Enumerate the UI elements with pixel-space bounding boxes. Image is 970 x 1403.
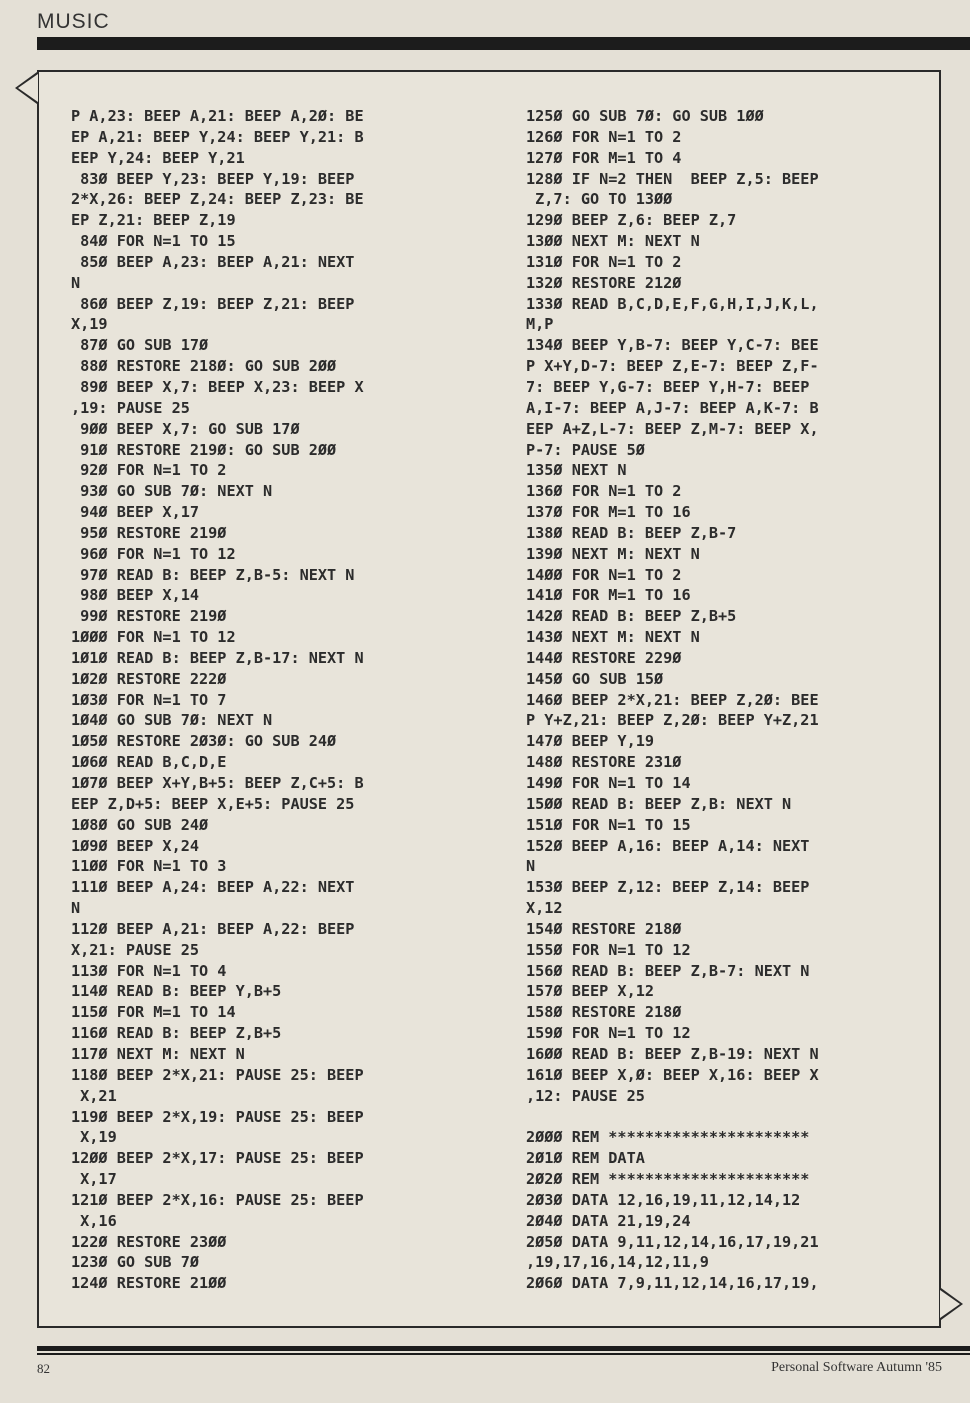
code-line: 91Ø RESTORE 219Ø: GO SUB 2ØØ — [71, 440, 337, 459]
code-line: 88Ø RESTORE 218Ø: GO SUB 2ØØ — [71, 357, 337, 376]
code-line: 115Ø FOR M=1 TO 14 — [71, 1003, 236, 1022]
code-line: 159Ø FOR N=1 TO 12 — [526, 1024, 691, 1043]
code-line: 125Ø GO SUB 7Ø: GO SUB 1ØØ — [526, 107, 764, 125]
code-line: EEP Z,D+5: BEEP X,E+5: PAUSE 25 — [71, 794, 355, 813]
code-line: 111Ø BEEP A,24: BEEP A,22: NEXT — [71, 878, 355, 897]
code-line: 1ØØØ FOR N=1 TO 12 — [71, 628, 236, 647]
code-line: 146Ø BEEP 2*X,21: BEEP Z,2Ø: BEE — [526, 690, 819, 709]
code-line: 144Ø RESTORE 229Ø — [526, 648, 682, 667]
code-line: 11ØØ FOR N=1 TO 3 — [71, 857, 227, 876]
code-line: 2Ø1Ø REM DATA — [526, 1149, 645, 1168]
code-line: 2Ø2Ø REM ********************** — [526, 1170, 810, 1189]
code-line: P A,23: BEEP A,21: BEEP A,2Ø: BE — [71, 107, 364, 125]
code-line: EEP Y,24: BEEP Y,21 — [71, 148, 245, 167]
code-line: 94Ø BEEP X,17 — [71, 503, 200, 522]
code-line: 118Ø BEEP 2*X,21: PAUSE 25: BEEP — [71, 1065, 364, 1084]
code-line: 1Ø8Ø GO SUB 24Ø — [71, 815, 209, 834]
code-line: Z,7: GO TO 13ØØ — [526, 190, 673, 209]
code-line: 155Ø FOR N=1 TO 12 — [526, 940, 691, 959]
code-line: X,21 — [71, 1086, 117, 1105]
code-line: P-7: PAUSE 5Ø — [526, 440, 645, 459]
code-line: 151Ø FOR N=1 TO 15 — [526, 815, 691, 834]
code-line: 86Ø BEEP Z,19: BEEP Z,21: BEEP — [71, 294, 355, 313]
code-line: 157Ø BEEP X,12 — [526, 982, 655, 1001]
code-line: 128Ø IF N=2 THEN BEEP Z,5: BEEP — [526, 169, 819, 188]
section-title: MUSIC — [37, 10, 110, 33]
code-line: M,P — [526, 315, 554, 334]
code-line: 89Ø BEEP X,7: BEEP X,23: BEEP X — [71, 377, 364, 396]
code-line: 14ØØ FOR N=1 TO 2 — [526, 565, 682, 584]
code-line: 123Ø GO SUB 7Ø — [71, 1253, 200, 1272]
code-line: 98Ø BEEP X,14 — [71, 586, 200, 605]
code-line: A,I-7: BEEP A,J-7: BEEP A,K-7: B — [526, 398, 819, 417]
code-line — [526, 1107, 926, 1128]
code-line: N — [71, 899, 81, 918]
code-line: 132Ø RESTORE 212Ø — [526, 273, 682, 292]
code-line: 149Ø FOR N=1 TO 14 — [526, 774, 691, 792]
code-line: 158Ø RESTORE 218Ø — [526, 1003, 682, 1022]
code-line: 161Ø BEEP X,Ø: BEEP X,16: BEEP X — [526, 1065, 819, 1084]
code-line: 156Ø READ B: BEEP Z,B-7: NEXT N — [526, 961, 810, 980]
code-line: 1Ø3Ø FOR N=1 TO 7 — [71, 690, 227, 709]
code-line: 85Ø BEEP A,23: BEEP A,21: NEXT — [71, 252, 355, 271]
code-line: 12ØØ BEEP 2*X,17: PAUSE 25: BEEP — [71, 1149, 364, 1168]
code-line: 112Ø BEEP A,21: BEEP A,22: BEEP — [71, 919, 355, 938]
code-line: 154Ø RESTORE 218Ø — [526, 919, 682, 938]
code-line: 133Ø READ B,C,D,E,F,G,H,I,J,K,L, — [526, 294, 819, 313]
code-line: 1Ø2Ø RESTORE 222Ø — [71, 669, 227, 688]
bottom-rule-thin — [37, 1353, 970, 1355]
code-line: ,12: PAUSE 25 — [526, 1086, 645, 1105]
code-line: 1Ø4Ø GO SUB 7Ø: NEXT N — [71, 711, 273, 730]
code-line: 134Ø BEEP Y,B-7: BEEP Y,C-7: BEE — [526, 336, 819, 355]
code-line: 147Ø BEEP Y,19 — [526, 732, 655, 751]
code-line: 95Ø RESTORE 219Ø — [71, 523, 227, 542]
code-line: 9ØØ BEEP X,7: GO SUB 17Ø — [71, 419, 300, 438]
code-line: X,19 — [71, 1128, 117, 1147]
code-line: 116Ø READ B: BEEP Z,B+5 — [71, 1024, 282, 1043]
code-line: 137Ø FOR M=1 TO 16 — [526, 503, 691, 522]
code-line: 92Ø FOR N=1 TO 2 — [71, 461, 227, 480]
code-line: 1Ø1Ø READ B: BEEP Z,B-17: NEXT N — [71, 648, 364, 667]
code-line: EP A,21: BEEP Y,24: BEEP Y,21: B — [71, 127, 364, 146]
code-line: 131Ø FOR N=1 TO 2 — [526, 252, 682, 271]
code-line: 1Ø7Ø BEEP X+Y,B+5: BEEP Z,C+5: B — [71, 774, 364, 792]
code-line: 87Ø GO SUB 17Ø — [71, 336, 209, 355]
page-number: 82 — [37, 1361, 50, 1376]
code-line: 2Ø6Ø DATA 7,9,11,12,14,16,17,19, — [526, 1274, 819, 1293]
code-line: 99Ø RESTORE 219Ø — [71, 607, 227, 626]
listing-column-left — [71, 106, 461, 1294]
code-line: 127Ø FOR M=1 TO 4 — [526, 148, 682, 167]
code-line: 153Ø BEEP Z,12: BEEP Z,14: BEEP — [526, 878, 810, 897]
code-line: 141Ø FOR M=1 TO 16 — [526, 586, 691, 605]
code-line: 93Ø GO SUB 7Ø: NEXT N — [71, 482, 273, 501]
code-line: 136Ø FOR N=1 TO 2 — [526, 482, 682, 501]
code-line: 7: BEEP Y,G-7: BEEP Y,H-7: BEEP — [526, 377, 810, 396]
bottom-rule — [37, 1346, 970, 1351]
top-rule — [37, 37, 970, 50]
code-line: X,17 — [71, 1170, 117, 1189]
code-line: 114Ø READ B: BEEP Y,B+5 — [71, 982, 282, 1001]
code-line: 2Ø4Ø DATA 21,19,24 — [526, 1211, 691, 1230]
code-line: ,19,17,16,14,12,11,9 — [526, 1253, 709, 1272]
code-line: 117Ø NEXT M: NEXT N — [71, 1044, 245, 1063]
code-line: 97Ø READ B: BEEP Z,B-5: NEXT N — [71, 565, 355, 584]
code-line: 2*X,26: BEEP Z,24: BEEP Z,23: BE — [71, 190, 364, 209]
code-line: N — [71, 273, 81, 292]
code-line: N — [526, 857, 536, 876]
code-line: 2ØØØ REM ********************** — [526, 1128, 810, 1147]
code-line: 121Ø BEEP 2*X,16: PAUSE 25: BEEP — [71, 1190, 364, 1209]
code-line: 124Ø RESTORE 21ØØ — [71, 1274, 227, 1293]
code-line: 13ØØ NEXT M: NEXT N — [526, 232, 700, 251]
code-line: 96Ø FOR N=1 TO 12 — [71, 544, 236, 563]
publication-title: Personal Software Autumn '85 — [771, 1360, 942, 1375]
code-line: 1Ø9Ø BEEP X,24 — [71, 836, 200, 855]
code-line: 126Ø FOR N=1 TO 2 — [526, 127, 682, 146]
code-line: 145Ø GO SUB 15Ø — [526, 669, 664, 688]
code-line: 138Ø READ B: BEEP Z,B-7 — [526, 523, 737, 542]
code-line: 135Ø NEXT N — [526, 461, 627, 480]
code-line: 1Ø5Ø RESTORE 2Ø3Ø: GO SUB 24Ø — [71, 732, 337, 751]
code-line: 148Ø RESTORE 231Ø — [526, 753, 682, 772]
code-line: 84Ø FOR N=1 TO 15 — [71, 232, 236, 251]
code-line: 139Ø NEXT M: NEXT N — [526, 544, 700, 563]
code-line: X,12 — [526, 899, 563, 918]
code-line: 83Ø BEEP Y,23: BEEP Y,19: BEEP — [71, 169, 355, 188]
code-line: 129Ø BEEP Z,6: BEEP Z,7 — [526, 211, 737, 230]
code-line: 143Ø NEXT M: NEXT N — [526, 628, 700, 647]
code-line: 122Ø RESTORE 23ØØ — [71, 1232, 227, 1251]
code-line: X,21: PAUSE 25 — [71, 940, 200, 959]
code-line: ,19: PAUSE 25 — [71, 398, 190, 417]
code-line: 142Ø READ B: BEEP Z,B+5 — [526, 607, 737, 626]
code-line: 2Ø3Ø DATA 12,16,19,11,12,14,12 — [526, 1190, 801, 1209]
code-line: 113Ø FOR N=1 TO 4 — [71, 961, 227, 980]
code-line: 152Ø BEEP A,16: BEEP A,14: NEXT — [526, 836, 810, 855]
code-line: 15ØØ READ B: BEEP Z,B: NEXT N — [526, 794, 792, 813]
code-line: P X+Y,D-7: BEEP Z,E-7: BEEP Z,F- — [526, 357, 819, 376]
code-line: X,19 — [71, 315, 108, 334]
code-line: 1Ø6Ø READ B,C,D,E — [71, 753, 227, 772]
code-line: 16ØØ READ B: BEEP Z,B-19: NEXT N — [526, 1044, 819, 1063]
code-line: 119Ø BEEP 2*X,19: PAUSE 25: BEEP — [71, 1107, 364, 1126]
code-line: X,16 — [71, 1211, 117, 1230]
code-line: EP Z,21: BEEP Z,19 — [71, 211, 236, 230]
code-line: 2Ø5Ø DATA 9,11,12,14,16,17,19,21 — [526, 1232, 819, 1251]
code-line: EEP A+Z,L-7: BEEP Z,M-7: BEEP X, — [526, 419, 819, 438]
code-line: P Y+Z,21: BEEP Z,2Ø: BEEP Y+Z,21 — [526, 711, 819, 730]
listing-column-right — [526, 106, 926, 1294]
